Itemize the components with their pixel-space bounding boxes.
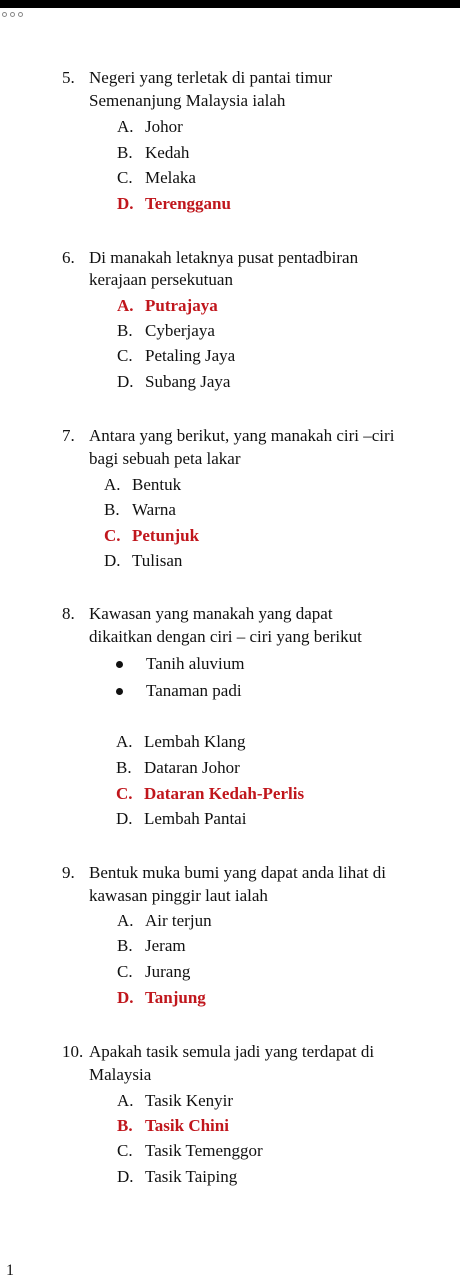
option-letter: C. xyxy=(116,784,133,803)
question-line-1: Negeri yang terletak di pantai timur xyxy=(89,68,333,87)
option-letter: C. xyxy=(117,346,133,365)
option-b xyxy=(104,500,176,520)
question-number: 5. xyxy=(62,68,75,87)
option-c xyxy=(117,168,196,188)
option-d-correct xyxy=(117,988,206,1008)
option-letter: B. xyxy=(117,321,133,340)
option-a xyxy=(117,911,212,931)
option-text: Johor xyxy=(145,117,183,136)
question-number: 8. xyxy=(62,604,75,623)
dot-icon xyxy=(10,12,15,17)
option-text: Jeram xyxy=(145,936,186,955)
option-text: Tulisan xyxy=(132,551,183,570)
bullet-item xyxy=(116,654,244,674)
question-line-1: Antara yang berikut, yang manakah ciri –ciri xyxy=(89,426,395,445)
bullet-text: Tanih aluvium xyxy=(146,654,245,673)
option-letter: C. xyxy=(117,962,133,981)
option-text: Kedah xyxy=(145,143,190,162)
question-7-text xyxy=(62,423,394,448)
option-text: Petaling Jaya xyxy=(145,346,236,365)
option-c-correct xyxy=(104,526,199,546)
question-line-2: kerajaan persekutuan xyxy=(89,270,233,289)
option-letter: B. xyxy=(117,1116,133,1135)
dot-icon xyxy=(18,12,23,17)
option-letter: D. xyxy=(117,372,134,391)
option-text: Tasik Taiping xyxy=(145,1167,238,1186)
option-letter: D. xyxy=(116,809,133,828)
bullet-item xyxy=(116,681,242,701)
question-number: 9. xyxy=(62,863,75,882)
option-letter: C. xyxy=(117,1141,133,1160)
option-text: Petunjuk xyxy=(132,526,200,545)
option-letter: C. xyxy=(104,526,121,545)
option-text: Lembah Klang xyxy=(144,732,246,751)
option-text: Tanjung xyxy=(145,988,206,1007)
option-text: Putrajaya xyxy=(145,296,218,315)
option-d-correct xyxy=(117,194,231,214)
option-b xyxy=(117,936,186,956)
option-b xyxy=(117,321,215,341)
option-letter: C. xyxy=(117,168,133,187)
question-line-1: Apakah tasik semula jadi yang terdapat di xyxy=(89,1042,375,1061)
question-number: 10. xyxy=(62,1042,84,1061)
bullet-dot-icon xyxy=(116,661,123,668)
question-8-text xyxy=(62,601,333,626)
option-text: Dataran Johor xyxy=(144,758,240,777)
option-a xyxy=(117,1091,233,1111)
option-letter: A. xyxy=(104,475,121,494)
option-letter: D. xyxy=(117,988,134,1007)
option-letter: B. xyxy=(117,936,133,955)
option-text: Jurang xyxy=(145,962,191,981)
window-dots xyxy=(2,12,23,17)
page-number: 1 xyxy=(6,1262,14,1279)
option-b-correct xyxy=(117,1116,229,1136)
option-d xyxy=(117,372,230,392)
option-c-correct xyxy=(116,784,304,804)
question-9-text xyxy=(62,860,386,885)
question-6-text xyxy=(62,245,358,270)
option-letter: A. xyxy=(117,296,134,315)
option-c xyxy=(117,346,235,366)
dot-icon xyxy=(2,12,7,17)
option-text: Tasik Chini xyxy=(145,1116,229,1135)
option-letter: D. xyxy=(117,194,134,213)
option-letter: B. xyxy=(104,500,120,519)
option-letter: A. xyxy=(117,911,134,930)
option-text: Air terjun xyxy=(145,911,212,930)
option-text: Bentuk xyxy=(132,475,182,494)
option-text: Terengganu xyxy=(145,194,231,213)
option-letter: B. xyxy=(117,143,133,162)
option-text: Dataran Kedah-Perlis xyxy=(144,784,305,803)
bullet-dot-icon xyxy=(116,688,123,695)
option-text: Tasik Kenyir xyxy=(145,1091,234,1110)
option-letter: D. xyxy=(117,1167,134,1186)
question-line-2: bagi sebuah peta lakar xyxy=(89,449,241,468)
option-d xyxy=(117,1167,237,1187)
option-text: Subang Jaya xyxy=(145,372,231,391)
option-d xyxy=(116,809,246,829)
top-bar xyxy=(0,0,460,8)
option-a xyxy=(116,732,246,752)
option-letter: A. xyxy=(117,1091,134,1110)
option-letter: B. xyxy=(116,758,132,777)
question-10-text xyxy=(62,1039,374,1064)
option-a xyxy=(104,475,181,495)
question-line-1: Bentuk muka bumi yang dapat anda lihat di xyxy=(89,863,386,882)
option-text: Melaka xyxy=(145,168,196,187)
option-b xyxy=(117,143,189,163)
option-a xyxy=(117,117,183,137)
question-number: 7. xyxy=(62,426,75,445)
option-text: Tasik Temenggor xyxy=(145,1141,263,1160)
option-c xyxy=(117,1141,263,1161)
option-text: Lembah Pantai xyxy=(144,809,247,828)
option-a-correct xyxy=(117,296,218,316)
option-letter: D. xyxy=(104,551,121,570)
question-line-1: Di manakah letaknya pusat pentadbiran xyxy=(89,248,359,267)
option-letter: A. xyxy=(117,117,134,136)
option-c xyxy=(117,962,190,982)
question-number: 6. xyxy=(62,248,75,267)
question-5-text xyxy=(62,65,332,90)
option-b xyxy=(116,758,240,778)
option-text: Warna xyxy=(132,500,176,519)
question-line-2: Semenanjung Malaysia ialah xyxy=(89,91,286,110)
option-d xyxy=(104,551,182,571)
bullet-text: Tanaman padi xyxy=(146,681,242,700)
question-line-2: dikaitkan dengan ciri – ciri yang berikut xyxy=(89,627,362,646)
option-letter: A. xyxy=(116,732,133,751)
question-line-2: kawasan pinggir laut ialah xyxy=(89,886,268,905)
question-line-1: Kawasan yang manakah yang dapat xyxy=(89,604,333,623)
option-text: Cyberjaya xyxy=(145,321,215,340)
question-line-2: Malaysia xyxy=(89,1065,152,1084)
